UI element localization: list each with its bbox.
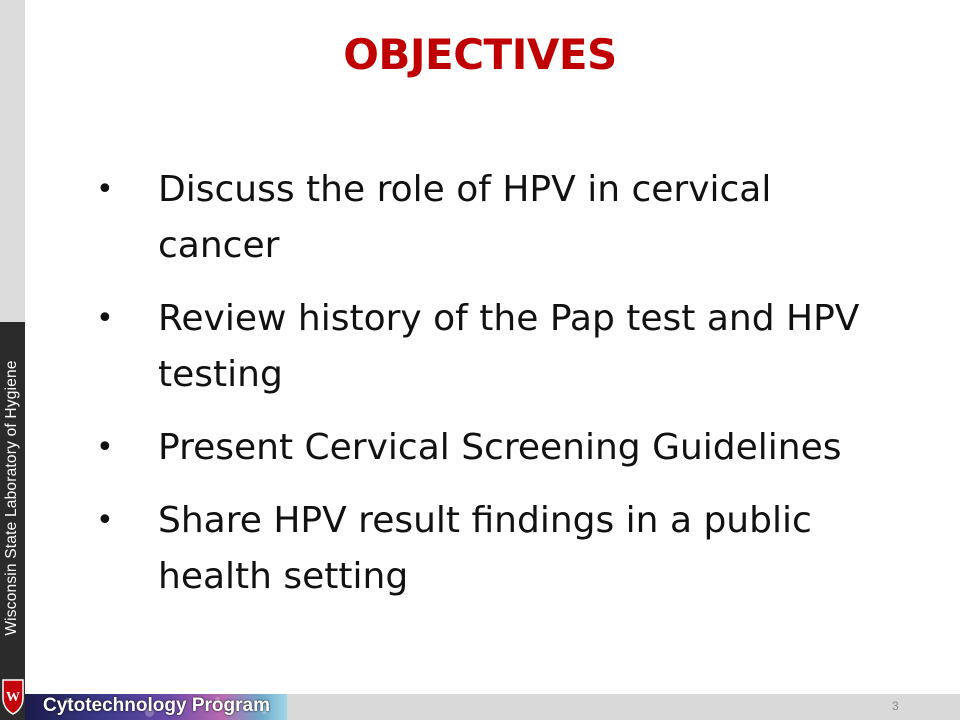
- objectives-list: [96, 162, 886, 622]
- objective-text: Share HPV result findings in a public health setting: [158, 500, 812, 597]
- objective-item: [96, 162, 886, 274]
- bullet: •: [96, 430, 114, 465]
- slide-title: OBJECTIVES: [343, 30, 617, 79]
- page-number: 3: [892, 699, 899, 713]
- objective-item: [96, 493, 886, 605]
- objective-item: [96, 291, 886, 403]
- program-banner: [25, 694, 287, 720]
- bullet: •: [96, 172, 114, 207]
- objective-item: [96, 420, 886, 476]
- program-name: Cytotechnology Program: [43, 695, 270, 716]
- institution-name: Wisconsin State Laboratory of Hygiene: [3, 360, 20, 636]
- objective-text: Discuss the role of HPV in cervical cancer: [158, 169, 772, 266]
- bullet: •: [96, 301, 114, 336]
- bullet: •: [96, 503, 114, 538]
- university-crest-icon: [1, 676, 25, 716]
- objective-text: Present Cervical Screening Guidelines: [158, 427, 842, 468]
- crest-letter: W: [6, 690, 20, 705]
- objective-text: Review history of the Pap test and HPV testing: [158, 298, 860, 395]
